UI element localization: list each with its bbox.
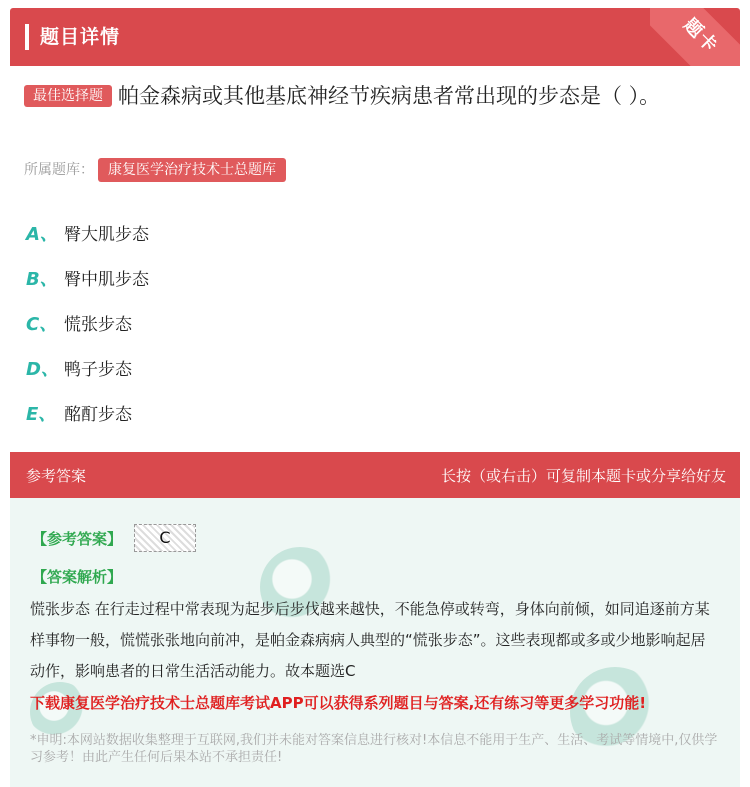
app-download-promo[interactable]: 下载康复医学治疗技术士总题库考试APP可以获得系列题目与答案,还有练习等更多学习功能!: [30, 694, 647, 712]
reference-answer-row: [32, 524, 196, 552]
question-text-block: [24, 78, 724, 114]
option-text: 慌张步态: [64, 315, 132, 335]
option-letter: E、: [26, 403, 57, 425]
reference-answer-value: C: [134, 524, 196, 552]
analysis-text: 慌张步态 在行走过程中常表现为起步后步伐越来越快，不能急停或转弯，身体向前倾，如同追逐前方某样事物一般，慌慌张张地向前冲，是帕金森病病人典型的“慌张步态”。这些表现都或多或少地影响起居动作，影响患者的日常生活活动能力。故本题选C: [30, 600, 710, 680]
reference-answer-label: 【参考答案】: [32, 529, 123, 548]
option-text: 臀中肌步态: [64, 270, 149, 290]
option-text: 鸭子步态: [64, 360, 132, 380]
question-type-badge: 最佳选择题: [24, 85, 112, 107]
option-letter: C、: [26, 313, 58, 335]
question-stem: 帕金森病或其他基底神经节疾病患者常出现的步态是（ ）。: [118, 84, 661, 108]
answer-header: [10, 452, 740, 498]
disclaimer-text: *申明:本网站数据收集整理于互联网,我们并未能对答案信息进行核对!本信息不能用于生产、生活、考试等情境中,仅供学习参考！由此产生任何后果本站不承担责任!: [30, 733, 718, 765]
corner-badge: [650, 8, 740, 66]
option-d[interactable]: [26, 345, 149, 390]
option-letter: D、: [26, 358, 59, 380]
option-text: 臀大肌步态: [64, 225, 149, 245]
corner-label: 题卡: [679, 14, 723, 58]
card-header: [10, 8, 740, 66]
option-letter: B、: [26, 268, 58, 290]
source-label: 所属题库：: [24, 162, 94, 178]
option-c[interactable]: [26, 300, 149, 345]
header-accent-bar: [25, 24, 29, 50]
source-row: [24, 158, 286, 182]
share-hint[interactable]: 长按（或右击）可复制本题卡或分享给好友: [440, 467, 726, 485]
option-text: 酩酊步态: [64, 405, 132, 425]
option-a[interactable]: [26, 210, 149, 255]
option-b[interactable]: [26, 255, 149, 300]
answer-header-title: 参考答案: [26, 467, 87, 485]
page-title: 题目详情: [40, 26, 121, 48]
answer-section: [10, 452, 740, 787]
options-list: [26, 210, 149, 435]
analysis-label: 【答案解析】: [32, 568, 123, 586]
question-bank-link[interactable]: 康复医学治疗技术士总题库: [98, 158, 286, 182]
option-e[interactable]: [26, 390, 149, 435]
option-letter: A、: [26, 223, 58, 245]
